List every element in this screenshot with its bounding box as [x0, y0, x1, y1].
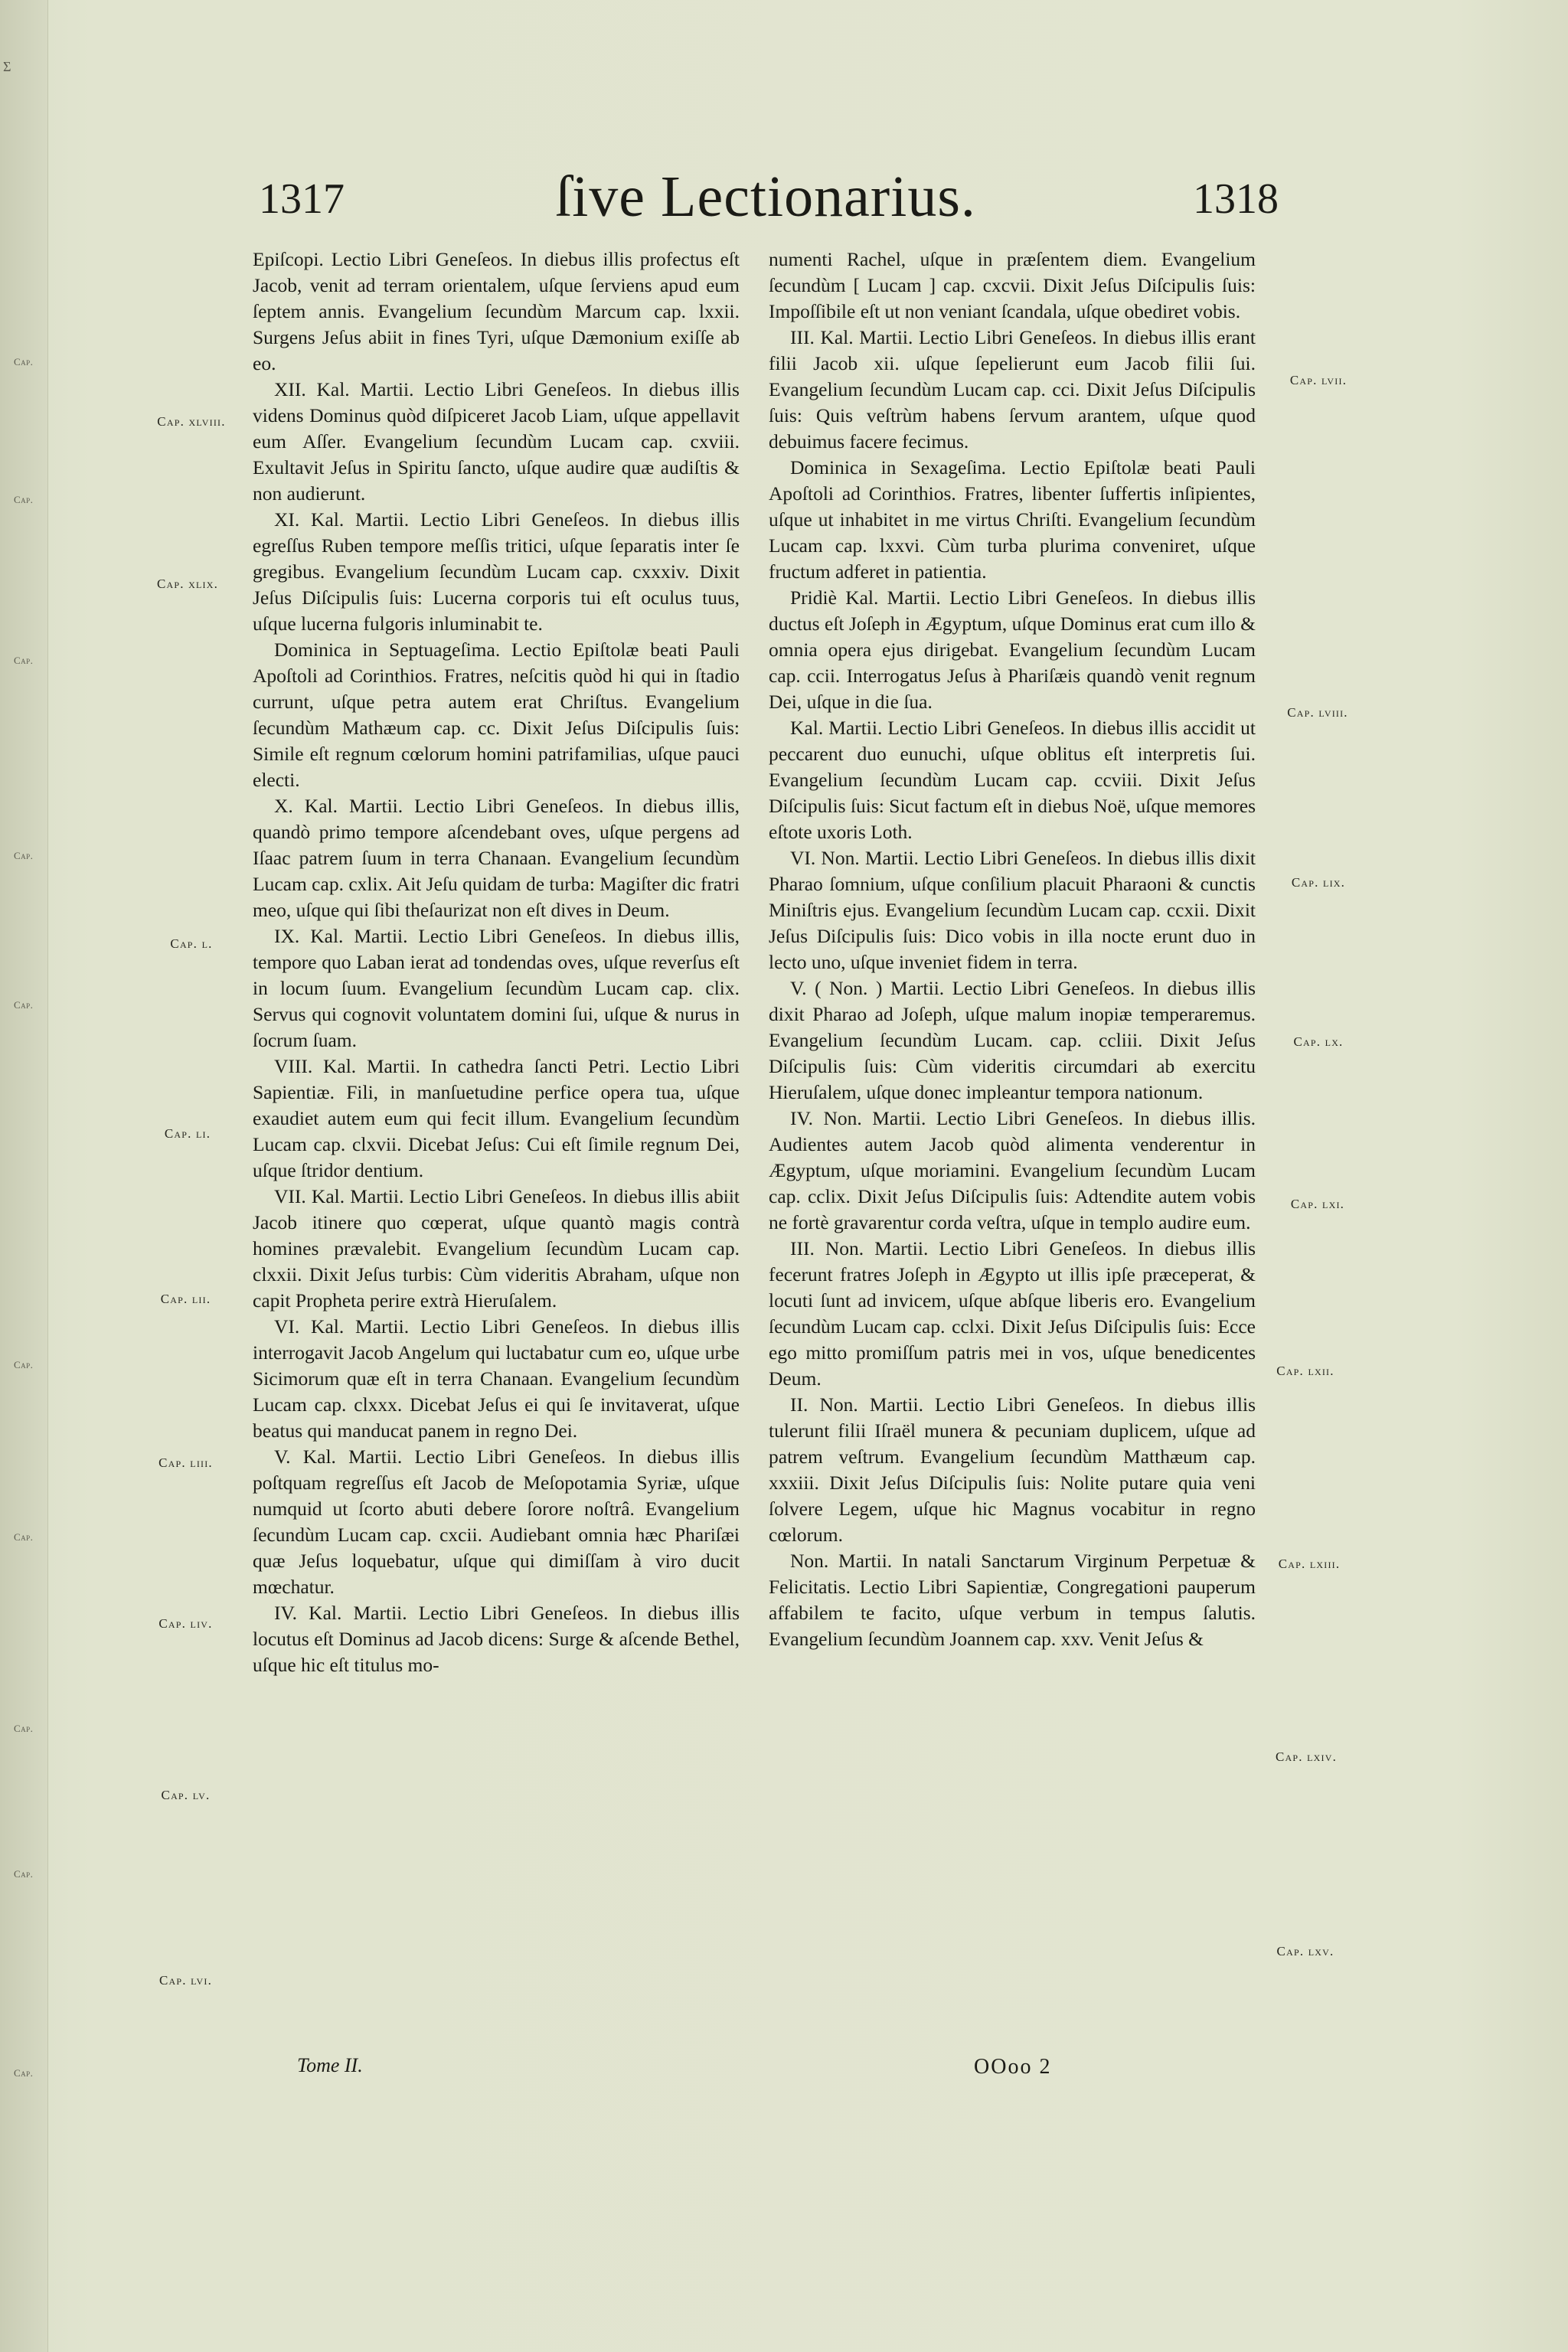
entry-paragraph: II. Non. Martii. Lectio Libri Geneſeos. In diebus illis tulerunt filii Iſraël munera & pecuniam duplicem, uſque ad patrem veſtrum. Evangelium ſecundùm Matthæum cap. xxxiii. Dixit Jeſus Diſcipulis ſuis: Nolite putare quia veni ſolvere Legem, uſque hic Magnus vocabitur in regno cœlorum.	[769, 1393, 1256, 1546]
previous-page-edge	[0, 0, 48, 2352]
entry-paragraph: IV. Non. Martii. Lectio Libri Geneſeos. In diebus illis. Audientes autem Jacob quòd alimenta venderentur in Ægyptum, uſque moriamini. Evangelium ſecundùm Lucam cap. cclix. Dixit Jeſus Diſcipulis ſuis: Adtendite autem vobis ne fortè gravarentur corda veſtra, uſque in templo audire eum.	[769, 1107, 1256, 1233]
edge-mark: ʃ	[3, 54, 11, 76]
entry-paragraph: Epiſcopi. Lectio Libri Geneſeos. In diebus illis profectus eſt Jacob, venit ad terram orientalem, uſque ſerviens apud eum ſeptem annis. Evangelium ſecundùm Marcum cap. lxxii. Surgens Jeſus abiit in fines Tyri, uſque Dæmonium exiſſe ab eo.	[253, 248, 740, 374]
margin-chapter-ref: Cap. lx.	[1293, 1034, 1344, 1049]
right-text-column	[769, 247, 1256, 1652]
entry-paragraph: III. Kal. Martii. Lectio Libri Geneſeos. In diebus illis erant filii Jacob xii. uſque ſepelierunt eum Jacob filii ſui. Evangelium ſecundùm Lucam cap. cci. Dixit Jeſus Diſcipulis ſuis: Quis veſtrùm habens ſervum arantem, uſque quod debuimus facere fecimus.	[769, 326, 1256, 452]
entry-paragraph: VI. Kal. Martii. Lectio Libri Geneſeos. In diebus illis interrogavit Jacob Angelum qui luctabatur cum eo, uſque urbe Sicimorum quæ eſt in terra Chanaan. Evangelium ſecundùm Lucam cap. clxxx. Dicebat Jeſus ei qui ſe invitaverat, uſque beatus qui manducat panem in regno Dei.	[253, 1315, 740, 1442]
page-number-left: 1317	[259, 175, 345, 223]
margin-chapter-ref: Cap. lvii.	[1289, 373, 1348, 387]
margin-chapter-ref: Cap. lxi.	[1290, 1197, 1345, 1211]
edge-mark: Cap.	[14, 999, 34, 1011]
running-header	[253, 165, 1279, 239]
left-text-column	[253, 247, 740, 1678]
entry-paragraph: X. Kal. Martii. Lectio Libri Geneſeos. In diebus illis, quandò primo tempore aſcendebant oves, uſque pergens ad Iſaac patrem ſuum in terra Chanaan. Evangelium ſecundùm Lucam cap. cxlix. Ait Jeſu quidam de turba: Magiſter dic fratri meo, uſque qui ſibi theſaurizat non eſt dives in Deum.	[253, 795, 740, 921]
edge-mark: Cap.	[14, 1359, 34, 1370]
margin-chapter-ref: Cap. lviii.	[1287, 705, 1348, 720]
entry-paragraph: VIII. Kal. Martii. In cathedra ſancti Petri. Lectio Libri Sapientiæ. Fili, in manſuetudine perfice opera tua, uſque exaudiet autem eum qui fecit illum. Evangelium ſecundùm Lucam cap. clxvii. Dicebat Jeſus: Cui eſt ſimile regnum Dei, uſque ſtridor dentium.	[253, 1055, 740, 1181]
margin-chapter-ref: Cap. liv.	[158, 1616, 213, 1631]
margin-chapter-ref: Cap. lxii.	[1276, 1364, 1334, 1378]
entry-paragraph: Pridiè Kal. Martii. Lectio Libri Geneſeos. In diebus illis ductus eſt Joſeph in Ægyptum, uſque Dominus erat cum illo & omnia opera ejus dirigebat. Evangelium ſecundùm Lucam cap. ccii. Interrogatus Jeſus à Phariſæis quandò venit regnum Dei, uſque in die ſua.	[769, 586, 1256, 713]
edge-mark: Cap.	[14, 1723, 34, 1734]
entry-paragraph: Non. Martii. In natali Sanctarum Virginum Perpetuæ & Felicitatis. Lectio Libri Sapientiæ, Congregationi pauperum affabilem te facito, uſque verbum in tempus ſalutis. Evangelium ſecundùm Joannem cap. xxv. Venit Jeſus &	[769, 1550, 1256, 1650]
entry-paragraph: III. Non. Martii. Lectio Libri Geneſeos. In diebus illis fecerunt fratres Joſeph in Ægypto ut illis ipſe præceperat, & locuti ſunt ad invicem, uſque abſque liberis ero. Evangelium ſecundùm Lucam cap. cclxi. Dixit Jeſus Diſcipulis ſuis: Ecce ego mitto promiſſum patris mei in vos, uſque benedicentes Deum.	[769, 1237, 1256, 1390]
margin-chapter-ref: Cap. li.	[164, 1126, 211, 1141]
margin-chapter-ref: Cap. lii.	[160, 1292, 211, 1306]
margin-chapter-ref: Cap. lix.	[1291, 875, 1346, 890]
entry-paragraph: Kal. Martii. Lectio Libri Geneſeos. In diebus illis accidit ut peccarent duo eunuchi, uſque oblitus eſt interpretis ſui. Evangelium ſecundùm Lucam cap. ccviii. Dixit Jeſus Diſcipulis ſuis: Sicut factum eſt in diebus Noë, uſque memores eſtote uxoris Loth.	[769, 717, 1256, 843]
entry-paragraph: XII. Kal. Martii. Lectio Libri Geneſeos. In diebus illis videns Dominus quòd diſpiceret Jacob Liam, uſque appellavit eum Aſſer. Evangelium ſecundùm Lucam cap. cxviii. Exultavit Jeſus in Spiritu ſancto, uſque audire quæ audiſtis & non audierunt.	[253, 378, 740, 505]
edge-mark: Cap.	[14, 850, 34, 861]
margin-chapter-ref: Cap. lxv.	[1276, 1944, 1334, 1958]
entry-paragraph: IV. Kal. Martii. Lectio Libri Geneſeos. In diebus illis locutus eſt Dominus ad Jacob dicens: Surge & aſcende Bethel, uſque hic eſt titulus mo-	[253, 1602, 740, 1676]
entry-paragraph: IX. Kal. Martii. Lectio Libri Geneſeos. In diebus illis, tempore quo Laban ierat ad tondendas oves, uſque reverſus eſt in locum ſuum. Evangelium ſecundùm Lucam cap. clix. Servus qui cognovit voluntatem domini ſui, uſque & nurus in ſocrum ſuam.	[253, 925, 740, 1051]
entry-paragraph: VI. Non. Martii. Lectio Libri Geneſeos. In diebus illis dixit Pharao ſomnium, uſque conſilium placuit Pharaoni & cunctis Miniſtris ejus. Evangelium ſecundùm Lucam cap. ccxii. Dixit Jeſus Diſcipulis ſuis: Dico vobis in illa nocte erunt duo in lecto uno, uſque inveniet fidem in terra.	[769, 847, 1256, 973]
edge-mark: Cap.	[14, 1868, 34, 1880]
edge-mark: Cap.	[14, 655, 34, 666]
running-title: ſive Lectionarius.	[555, 165, 976, 229]
margin-chapter-ref: Cap. lxiii.	[1278, 1557, 1341, 1571]
edge-mark: Cap.	[14, 356, 34, 368]
margin-chapter-ref: Cap. xlviii.	[157, 414, 226, 429]
edge-mark: Cap.	[14, 2067, 34, 2079]
printer-signature: OOoo 2	[974, 2055, 1052, 2079]
entry-paragraph: numenti Rachel, uſque in præſentem diem. Evangelium ſecundùm [ Lucam ] cap. cxcvii. Dixit Jeſus Diſcipulis ſuis: Impoſſibile eſt ut non veniant ſcandala, uſque obediret vobis.	[769, 248, 1256, 322]
entry-paragraph: XI. Kal. Martii. Lectio Libri Geneſeos. In diebus illis egreſſus Ruben tempore meſſis tritici, uſque ſeparatis inter ſe gregibus. Evangelium ſecundùm Lucam cap. cxxxiv. Dixit Jeſus Diſcipulis ſuis: Lucerna corporis tui eſt oculus tuus, uſque lucerna fulgoris inluminabit te.	[253, 508, 740, 635]
volume-signature: Tome II.	[297, 2054, 363, 2076]
margin-chapter-ref: Cap. l.	[170, 936, 213, 951]
entry-paragraph: V. Kal. Martii. Lectio Libri Geneſeos. In diebus illis poſtquam regreſſus eſt Jacob de Meſopotamia Syriæ, uſque numquid ut ſcorto abuti debere ſorore noſtrâ. Evangelium ſecundùm Lucam cap. cxcii. Audiebant omnia hæc Phariſæi quæ Jeſus loquebatur, uſque qui dimiſſam à viro ducit mœchatur.	[253, 1446, 740, 1598]
entry-paragraph: Dominica in Septuageſima. Lectio Epiſtolæ beati Pauli Apoſtoli ad Corinthios. Fratres, neſcitis quòd hi qui in ſtadio currunt, uſque petra autem erat Chriſtus. Evangelium ſecundùm Mathæum cap. cc. Dixit Jeſus Diſcipulis ſuis: Simile eſt regnum cœlorum homini patrifamilias, uſque pauci electi.	[253, 639, 740, 791]
entry-paragraph: V. ( Non. ) Martii. Lectio Libri Geneſeos. In diebus illis dixit Pharao ad Joſeph, uſque malum inopiæ temperaremus. Evangelium ſecundùm Lucam. cap. ccliii. Dixit Jeſus Diſcipulis ſuis: Cùm videritis circumdari ab exercitu Hieruſalem, uſque donec impleantur tempora nationum.	[769, 977, 1256, 1103]
edge-mark: Cap.	[14, 494, 34, 505]
edge-mark: Cap.	[14, 1531, 34, 1543]
page-number-right: 1318	[1193, 175, 1279, 223]
entry-paragraph: Dominica in Sexageſima. Lectio Epiſtolæ beati Pauli Apoſtoli ad Corinthios. Fratres, libenter ſuffertis inſipientes, uſque ut inhabitet in me virtus Chriſti. Evangelium ſecundùm Lucam cap. lxxvi. Cùm turba plurima conveniret, uſque fructum adferet in patientia.	[769, 456, 1256, 583]
entry-paragraph: VII. Kal. Martii. Lectio Libri Geneſeos. In diebus illis abiit Jacob itinere quo cœperat, uſque quantò magis contrà homines prævalebit. Evangelium ſecundùm Lucam cap. clxxii. Dixit Jeſus turbis: Cùm videritis Abraham, uſque non capit Propheta perire extrà Hieruſalem.	[253, 1185, 740, 1312]
margin-chapter-ref: Cap. lvi.	[158, 1973, 213, 1988]
margin-chapter-ref: Cap. liii.	[158, 1455, 213, 1470]
margin-chapter-ref: Cap. lxiv.	[1275, 1749, 1338, 1764]
margin-chapter-ref: Cap. lv.	[161, 1788, 211, 1802]
margin-chapter-ref: Cap. xlix.	[156, 577, 219, 591]
